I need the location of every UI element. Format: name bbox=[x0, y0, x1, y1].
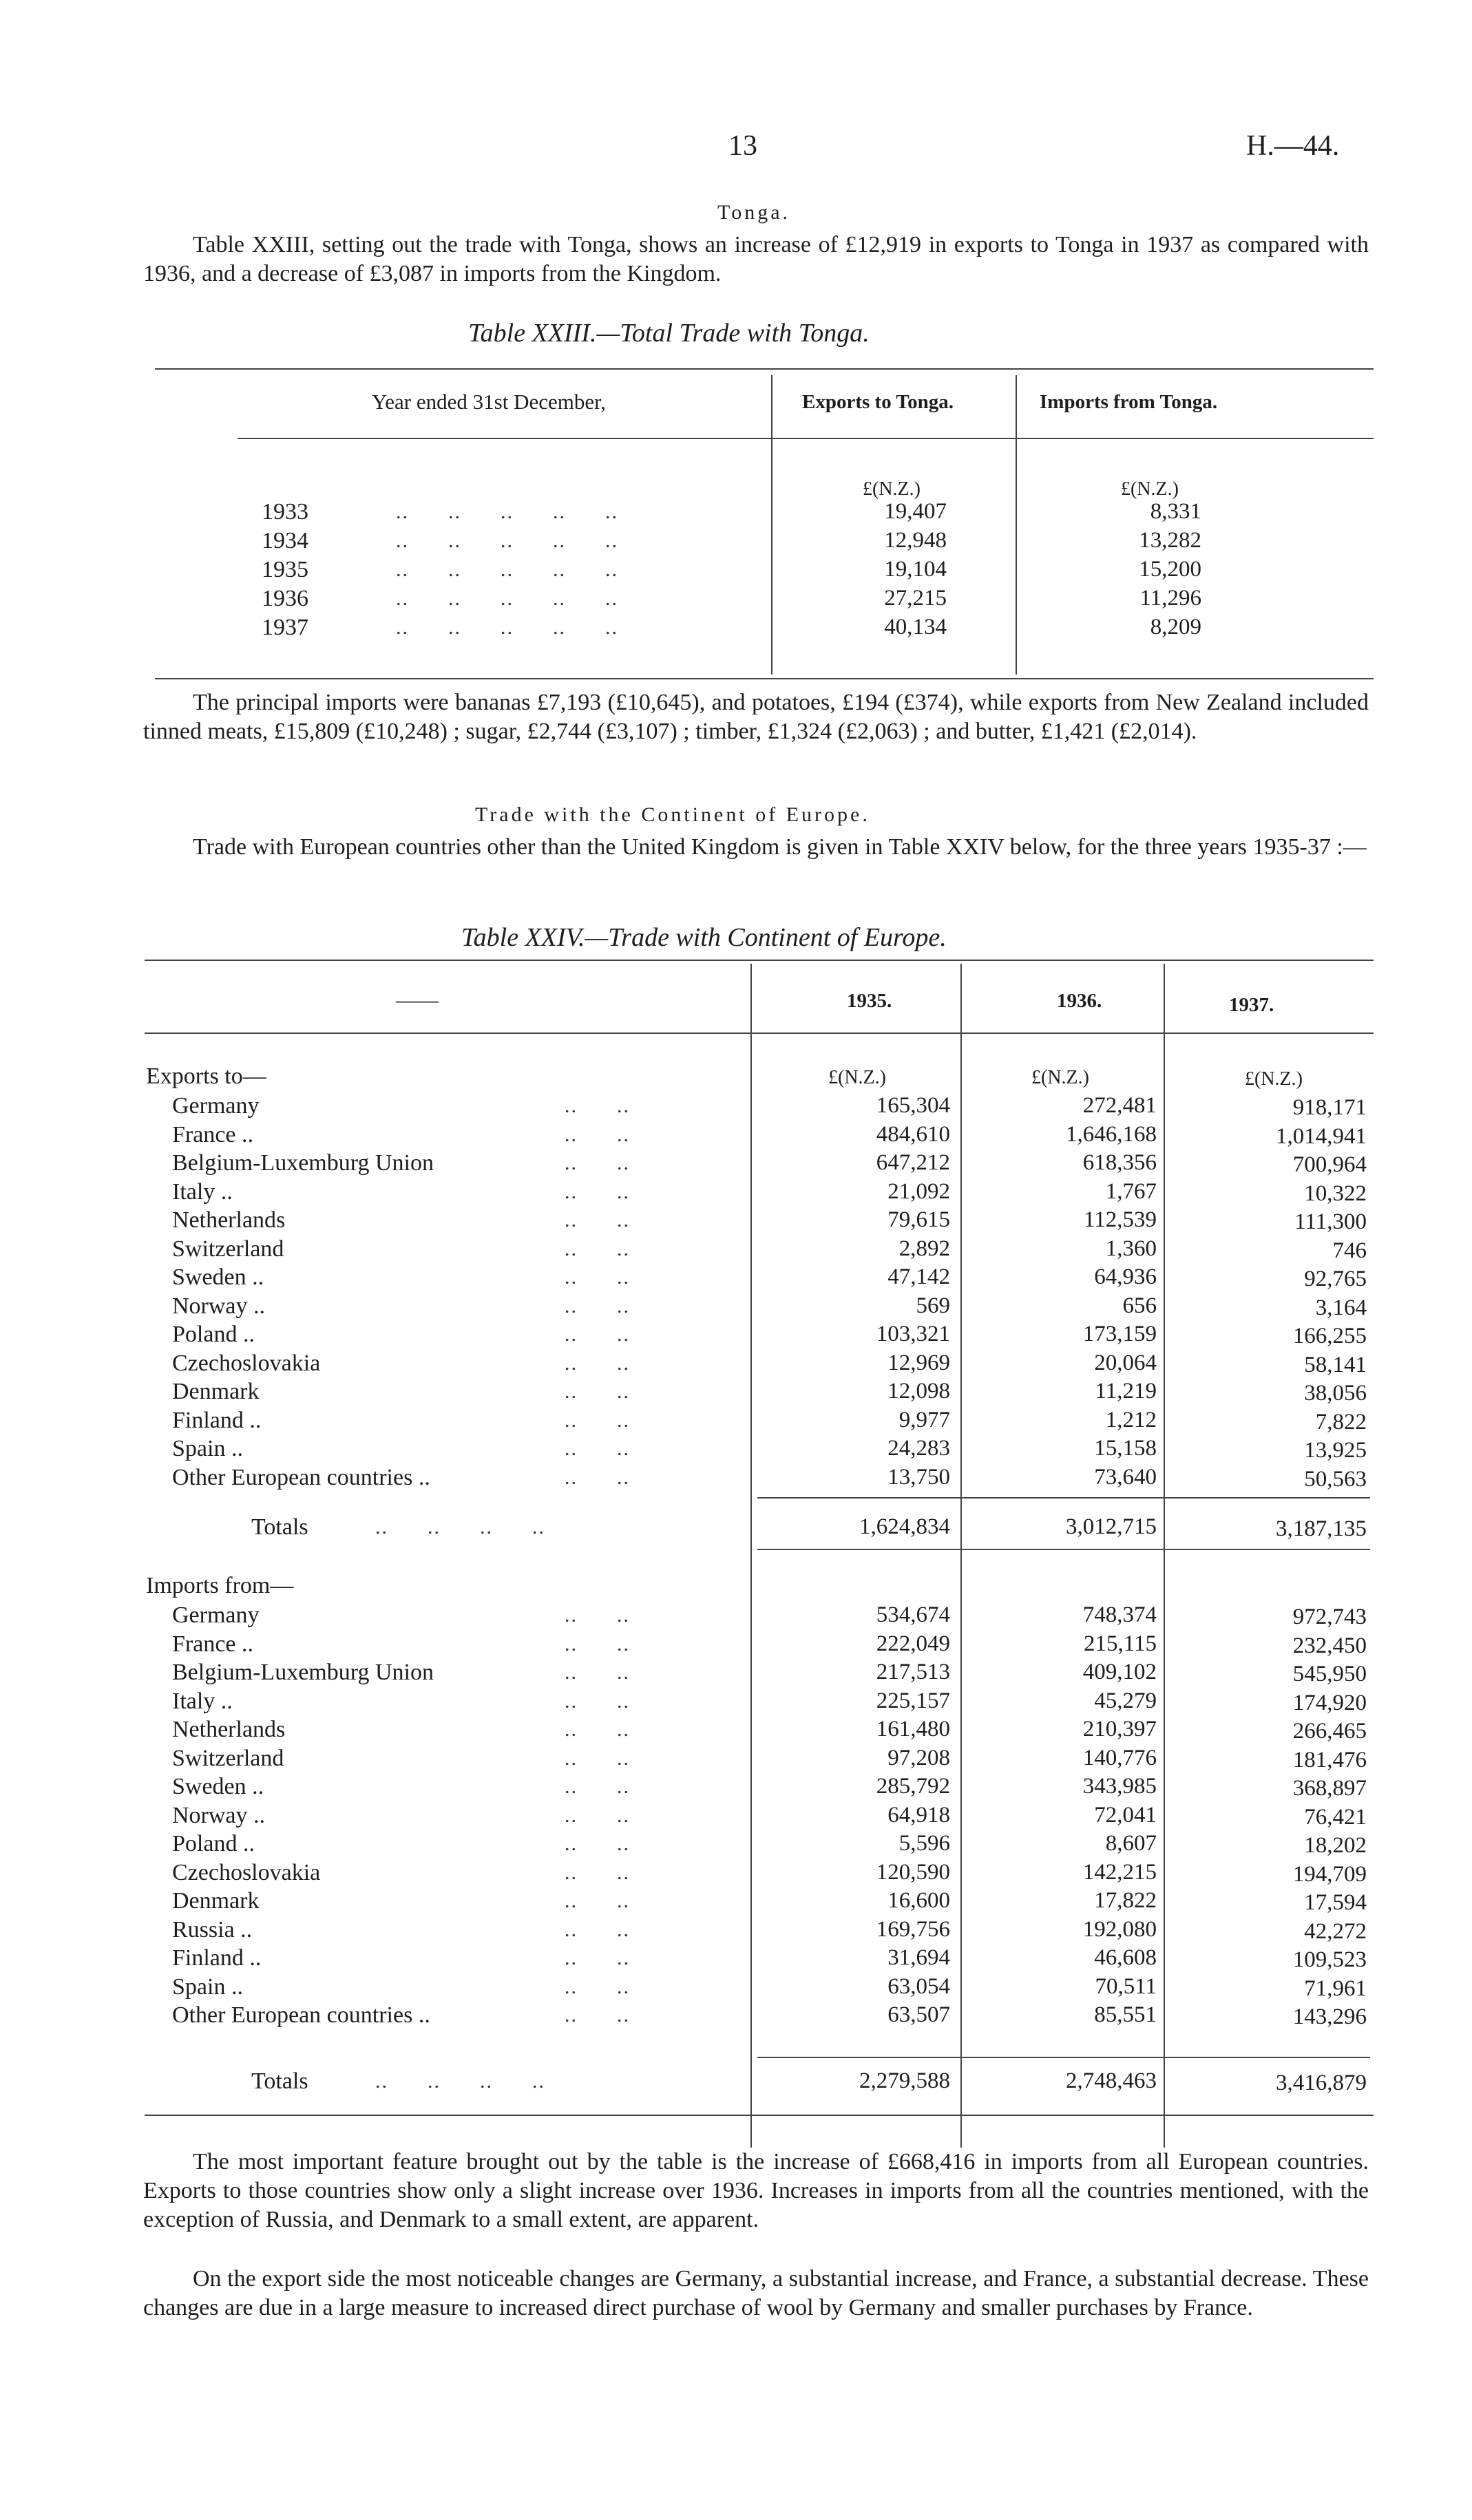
country-cell: Norway .. bbox=[172, 1802, 266, 1828]
value-1936: 73,640 bbox=[1094, 1464, 1157, 1490]
value-1935: 63,054 bbox=[887, 1973, 950, 1999]
value-1937: 10,322 bbox=[1304, 1180, 1367, 1206]
exports-cell: 19,407 bbox=[884, 499, 947, 524]
year-cell: 1935 bbox=[262, 557, 308, 582]
imports-total-1935: 2,279,588 bbox=[859, 2068, 950, 2093]
value-1935: 16,600 bbox=[887, 1888, 950, 1913]
imports-cell: 15,200 bbox=[1139, 557, 1201, 582]
value-1936: 409,102 bbox=[1082, 1660, 1157, 1684]
col-header-1936: 1936. bbox=[1057, 990, 1102, 1012]
leader-dots: .. .. bbox=[565, 2004, 630, 2026]
table-rule bbox=[145, 2115, 1374, 2116]
leader-dots: .. .. bbox=[565, 1718, 630, 1741]
leader-dots: .. .. bbox=[565, 1465, 630, 1489]
col-header-1937: 1937. bbox=[1229, 994, 1274, 1016]
value-1937: 109,523 bbox=[1292, 1947, 1367, 1972]
exports-totals-label: Totals bbox=[251, 1514, 308, 1540]
exports-cell: 40,134 bbox=[884, 615, 947, 639]
value-1935: 12,098 bbox=[887, 1379, 950, 1404]
year-cell: 1934 bbox=[262, 528, 308, 553]
value-1935: 2,892 bbox=[898, 1236, 950, 1261]
value-1936: 70,511 bbox=[1095, 1973, 1157, 1999]
value-1937: 232,450 bbox=[1292, 1633, 1367, 1658]
value-1936: 85,551 bbox=[1094, 2002, 1157, 2027]
value-1937: 42,272 bbox=[1304, 1918, 1367, 1944]
country-cell: Switzerland bbox=[172, 1236, 284, 1262]
value-1935: 97,208 bbox=[887, 1745, 950, 1770]
value-1935: 569 bbox=[916, 1293, 950, 1318]
exports-cell: 27,215 bbox=[884, 586, 947, 611]
leader-dots: .. .. bbox=[565, 1604, 630, 1627]
country-cell: Belgium-Luxemburg Union bbox=[172, 1660, 434, 1685]
value-1936: 656 bbox=[1122, 1293, 1157, 1318]
value-1935: 484,610 bbox=[876, 1121, 950, 1147]
country-cell: Germany bbox=[172, 1093, 260, 1119]
document-reference: H.—44. bbox=[1246, 130, 1340, 162]
table-column-divider bbox=[1164, 964, 1165, 2148]
country-cell: Denmark bbox=[172, 1888, 260, 1914]
value-1937: 266,465 bbox=[1292, 1719, 1367, 1744]
value-1935: 24,283 bbox=[887, 1436, 950, 1461]
country-cell: Other European countries .. bbox=[172, 2002, 430, 2028]
value-1937: 368,897 bbox=[1292, 1776, 1367, 1801]
value-1937: 38,056 bbox=[1304, 1381, 1367, 1406]
country-cell: France .. bbox=[172, 1631, 254, 1657]
leader-dots: .. .. bbox=[565, 1266, 630, 1289]
value-1936: 748,374 bbox=[1082, 1602, 1157, 1627]
value-1936: 72,041 bbox=[1094, 1802, 1157, 1828]
value-1936: 1,767 bbox=[1105, 1178, 1157, 1204]
section-heading-europe: Trade with the Continent of Europe. bbox=[475, 803, 870, 826]
value-1935: 64,918 bbox=[887, 1802, 950, 1828]
country-cell: Spain .. bbox=[172, 1973, 243, 2000]
value-1935: 63,507 bbox=[887, 2002, 950, 2027]
value-1937: 972,743 bbox=[1292, 1605, 1367, 1629]
exports-total-1936: 3,012,715 bbox=[1066, 1514, 1157, 1539]
leader-dots: .. .. bbox=[565, 1661, 630, 1684]
value-1936: 8,607 bbox=[1105, 1831, 1157, 1856]
table-xxiv-caption: Table XXIV.—Trade with Continent of Europe. bbox=[461, 923, 947, 952]
value-1935: 21,092 bbox=[887, 1178, 950, 1204]
value-1937: 111,300 bbox=[1294, 1209, 1367, 1234]
table-rule bbox=[155, 678, 1374, 679]
leader-dots: .. .. .. .. .. bbox=[396, 587, 618, 610]
value-1937: 181,476 bbox=[1292, 1747, 1367, 1772]
col-header-exports: Exports to Tonga. bbox=[802, 391, 954, 413]
country-cell: Poland .. bbox=[172, 1322, 255, 1347]
col-header-imports: Imports from Tonga. bbox=[1040, 391, 1218, 413]
leader-dots: .. .. .. .. .. bbox=[396, 616, 618, 639]
value-1937: 17,594 bbox=[1304, 1890, 1367, 1915]
value-1935: 217,513 bbox=[876, 1660, 950, 1684]
exports-total-1935: 1,624,834 bbox=[859, 1514, 950, 1539]
value-1935: 161,480 bbox=[876, 1717, 950, 1741]
leader-dots: .. .. bbox=[565, 1947, 630, 1969]
value-1937: 76,421 bbox=[1304, 1804, 1367, 1830]
exports-cell: 12,948 bbox=[884, 528, 947, 553]
value-1936: 192,080 bbox=[1082, 1916, 1157, 1942]
value-1937: 13,925 bbox=[1304, 1438, 1367, 1463]
country-cell: Netherlands bbox=[172, 1717, 286, 1742]
year-cell: 1936 bbox=[262, 586, 308, 611]
exports-total-1937: 3,187,135 bbox=[1276, 1516, 1367, 1541]
value-1937: 1,014,941 bbox=[1276, 1123, 1367, 1149]
value-1937: 18,202 bbox=[1304, 1833, 1367, 1858]
value-1937: 3,164 bbox=[1315, 1295, 1367, 1320]
europe-intro-text: Trade with European countries other than the United Kingdom is given in Table XXIV below, for the three years 1935-37 :— bbox=[193, 834, 1367, 860]
table-column-divider bbox=[750, 964, 752, 2148]
value-1935: 120,590 bbox=[876, 1859, 950, 1885]
leader-dots: .. .. bbox=[565, 1351, 630, 1375]
col-header-1935: 1935. bbox=[847, 990, 892, 1012]
value-1937: 166,255 bbox=[1292, 1324, 1367, 1348]
table-column-divider bbox=[1016, 375, 1017, 675]
value-1935: 103,321 bbox=[876, 1322, 950, 1346]
exports-cell: 19,104 bbox=[884, 557, 947, 582]
leader-dots: .. .. bbox=[565, 1180, 630, 1203]
value-1936: 15,158 bbox=[1094, 1436, 1157, 1461]
imports-heading: Imports from— bbox=[146, 1573, 294, 1598]
value-1935: 647,212 bbox=[876, 1150, 950, 1175]
value-1935: 225,157 bbox=[876, 1688, 950, 1713]
value-1935: 12,969 bbox=[887, 1350, 950, 1375]
country-cell: Spain .. bbox=[172, 1436, 243, 1461]
col-header-year: Year ended 31st December, bbox=[372, 390, 606, 414]
leader-dots: .. .. bbox=[565, 1152, 630, 1174]
europe-para-2 bbox=[143, 2265, 1369, 2322]
country-cell: Norway .. bbox=[172, 1293, 266, 1319]
value-1937: 92,765 bbox=[1304, 1267, 1367, 1291]
value-1935: 222,049 bbox=[876, 1631, 950, 1656]
country-cell: Sweden .. bbox=[172, 1774, 264, 1799]
value-1936: 142,215 bbox=[1082, 1859, 1157, 1885]
leader-dots: .. .. bbox=[565, 1209, 630, 1231]
unit-label: £(N.Z.) bbox=[1121, 478, 1179, 500]
leader-dots: .. .. bbox=[565, 1632, 630, 1655]
leader-dots: .. .. bbox=[565, 1775, 630, 1798]
page-number: 13 bbox=[728, 130, 757, 162]
leader-dots: .. .. .. .. bbox=[375, 1516, 545, 1538]
value-1936: 17,822 bbox=[1094, 1888, 1157, 1913]
value-1937: 50,563 bbox=[1304, 1466, 1367, 1492]
europe-intro bbox=[143, 833, 1369, 862]
country-cell: Italy .. bbox=[172, 1688, 233, 1714]
col-header-blank: —— bbox=[396, 988, 439, 1012]
year-cell: 1933 bbox=[262, 499, 308, 525]
leader-dots: .. .. bbox=[565, 1123, 630, 1146]
value-1937: 746 bbox=[1332, 1238, 1367, 1263]
value-1936: 1,360 bbox=[1105, 1236, 1157, 1261]
value-1937: 700,964 bbox=[1292, 1152, 1367, 1177]
leader-dots: .. .. .. .. bbox=[375, 2070, 545, 2093]
value-1936: 343,985 bbox=[1082, 1774, 1157, 1799]
value-1937: 58,141 bbox=[1304, 1352, 1367, 1377]
value-1937: 545,950 bbox=[1292, 1662, 1367, 1686]
country-cell: Denmark bbox=[172, 1379, 260, 1404]
value-1935: 13,750 bbox=[887, 1464, 950, 1490]
country-cell: Russia .. bbox=[172, 1916, 253, 1942]
value-1935: 534,674 bbox=[876, 1602, 950, 1627]
value-1937: 918,171 bbox=[1292, 1095, 1367, 1120]
country-cell: Poland .. bbox=[172, 1831, 255, 1856]
leader-dots: .. .. bbox=[565, 1380, 630, 1403]
leader-dots: .. .. bbox=[565, 1746, 630, 1770]
leader-dots: .. .. bbox=[565, 1237, 630, 1260]
value-1935: 5,596 bbox=[898, 1831, 950, 1856]
leader-dots: .. .. bbox=[565, 1803, 630, 1827]
country-cell: Other European countries .. bbox=[172, 1464, 430, 1490]
value-1935: 47,142 bbox=[887, 1264, 950, 1289]
value-1936: 173,159 bbox=[1082, 1322, 1157, 1346]
country-cell: Switzerland bbox=[172, 1745, 284, 1771]
imports-totals-label: Totals bbox=[251, 2068, 308, 2094]
value-1935: 31,694 bbox=[887, 1945, 950, 1970]
value-1935: 9,977 bbox=[898, 1407, 950, 1432]
leader-dots: .. .. .. .. .. bbox=[396, 558, 618, 581]
tonga-note bbox=[143, 688, 1369, 746]
imports-total-1937: 3,416,879 bbox=[1276, 2071, 1367, 2095]
leader-dots: .. .. bbox=[565, 1861, 630, 1884]
value-1936: 210,397 bbox=[1082, 1717, 1157, 1741]
exports-heading: Exports to— bbox=[146, 1063, 266, 1089]
value-1937: 7,822 bbox=[1315, 1409, 1367, 1434]
table-column-divider bbox=[771, 375, 772, 675]
leader-dots: .. .. bbox=[565, 1918, 630, 1941]
table-rule bbox=[238, 438, 1374, 439]
value-1936: 11,219 bbox=[1095, 1379, 1157, 1404]
value-1936: 272,481 bbox=[1082, 1093, 1157, 1118]
value-1936: 45,279 bbox=[1094, 1688, 1157, 1713]
europe-para-2-text: On the export side the most noticeable changes are Germany, a substantial increase, and France, a substantial decrease. These changes are due in a large measure to increased direct purchase of wool by Germany and smaller purchases by France. bbox=[143, 2266, 1369, 2320]
leader-dots: .. .. bbox=[565, 1832, 630, 1855]
totals-rule bbox=[757, 2057, 1370, 2058]
country-cell: Belgium-Luxemburg Union bbox=[172, 1150, 434, 1176]
leader-dots: .. .. bbox=[565, 1889, 630, 1912]
value-1935: 79,615 bbox=[887, 1207, 950, 1232]
imports-total-1936: 2,748,463 bbox=[1066, 2068, 1157, 2093]
country-cell: Netherlands bbox=[172, 1207, 286, 1233]
value-1936: 215,115 bbox=[1083, 1631, 1157, 1656]
imports-cell: 11,296 bbox=[1139, 586, 1201, 611]
leader-dots: .. .. bbox=[565, 1437, 630, 1460]
totals-rule bbox=[757, 1497, 1370, 1499]
table-xxiii-caption: Table XXIII.—Total Trade with Tonga. bbox=[468, 319, 870, 348]
leader-dots: .. .. bbox=[565, 1975, 630, 1998]
value-1937: 71,961 bbox=[1304, 1976, 1367, 2001]
table-rule bbox=[145, 960, 1374, 961]
imports-cell: 13,282 bbox=[1139, 528, 1201, 553]
leader-dots: .. .. bbox=[565, 1294, 630, 1317]
year-cell: 1937 bbox=[262, 615, 308, 640]
country-cell: Italy .. bbox=[172, 1178, 233, 1205]
country-cell: Finland .. bbox=[172, 1945, 262, 1971]
value-1936: 1,646,168 bbox=[1066, 1121, 1157, 1147]
value-1937: 174,920 bbox=[1292, 1690, 1367, 1715]
value-1936: 1,212 bbox=[1105, 1407, 1157, 1432]
totals-rule bbox=[757, 1549, 1370, 1550]
value-1935: 169,756 bbox=[876, 1916, 950, 1942]
country-cell: Finland .. bbox=[172, 1407, 262, 1433]
leader-dots: .. .. bbox=[565, 1689, 630, 1713]
section-heading-tonga: Tonga. bbox=[717, 201, 791, 224]
value-1935: 165,304 bbox=[876, 1093, 950, 1118]
value-1936: 46,608 bbox=[1094, 1945, 1157, 1970]
leader-dots: .. .. .. .. .. bbox=[396, 500, 618, 523]
country-cell: Czechoslovakia bbox=[172, 1350, 321, 1376]
country-cell: Sweden .. bbox=[172, 1264, 264, 1290]
unit-label: £(N.Z.) bbox=[1245, 1068, 1303, 1090]
leader-dots: .. .. bbox=[565, 1408, 630, 1432]
europe-para-1 bbox=[143, 2148, 1369, 2234]
unit-label: £(N.Z.) bbox=[863, 478, 921, 500]
imports-cell: 8,209 bbox=[1150, 615, 1201, 639]
table-rule bbox=[145, 1033, 1374, 1034]
value-1937: 194,709 bbox=[1292, 1861, 1367, 1887]
imports-cell: 8,331 bbox=[1150, 499, 1201, 524]
leader-dots: .. .. .. .. .. bbox=[396, 529, 618, 552]
value-1936: 618,356 bbox=[1082, 1150, 1157, 1175]
unit-label: £(N.Z.) bbox=[828, 1067, 886, 1088]
table-rule bbox=[155, 368, 1374, 370]
unit-label: £(N.Z.) bbox=[1031, 1067, 1089, 1088]
table-column-divider bbox=[960, 964, 962, 2148]
leader-dots: .. .. bbox=[565, 1094, 630, 1117]
tonga-note-text: The principal imports were bananas £7,193 (£10,645), and potatoes, £194 (£374), while exports from New Zealand included tinned meats, £15,809 (£10,248) ; sugar, £2,744 (£3,107) ; timber, £1,324 (£2,063) ; and butter, £1,421 (£2,014). bbox=[143, 690, 1369, 744]
europe-para-1-text: The most important feature brought out by the table is the increase of £668,416 in imports from all European countries. Exports to those countries show only a slight increase over 1936. Increases in imports from all the countries mentioned, with the exception of Russia, and Denmark to a small extent, are apparent. bbox=[143, 2149, 1369, 2232]
value-1936: 112,539 bbox=[1083, 1207, 1157, 1232]
country-cell: Czechoslovakia bbox=[172, 1859, 321, 1885]
value-1936: 64,936 bbox=[1094, 1264, 1157, 1289]
value-1936: 140,776 bbox=[1082, 1745, 1157, 1770]
value-1936: 20,064 bbox=[1094, 1350, 1157, 1375]
value-1935: 285,792 bbox=[876, 1774, 950, 1799]
country-cell: Germany bbox=[172, 1602, 260, 1628]
leader-dots: .. .. bbox=[565, 1323, 630, 1346]
value-1937: 143,296 bbox=[1292, 2004, 1367, 2029]
tonga-intro-text: Table XXIII, setting out the trade with Tonga, shows an increase of £12,919 in exports to Tonga in 1937 as compared with 1936, and a decrease of £3,087 in imports from the Kingdom. bbox=[143, 232, 1369, 286]
tonga-intro bbox=[143, 231, 1369, 288]
country-cell: France .. bbox=[172, 1121, 254, 1147]
